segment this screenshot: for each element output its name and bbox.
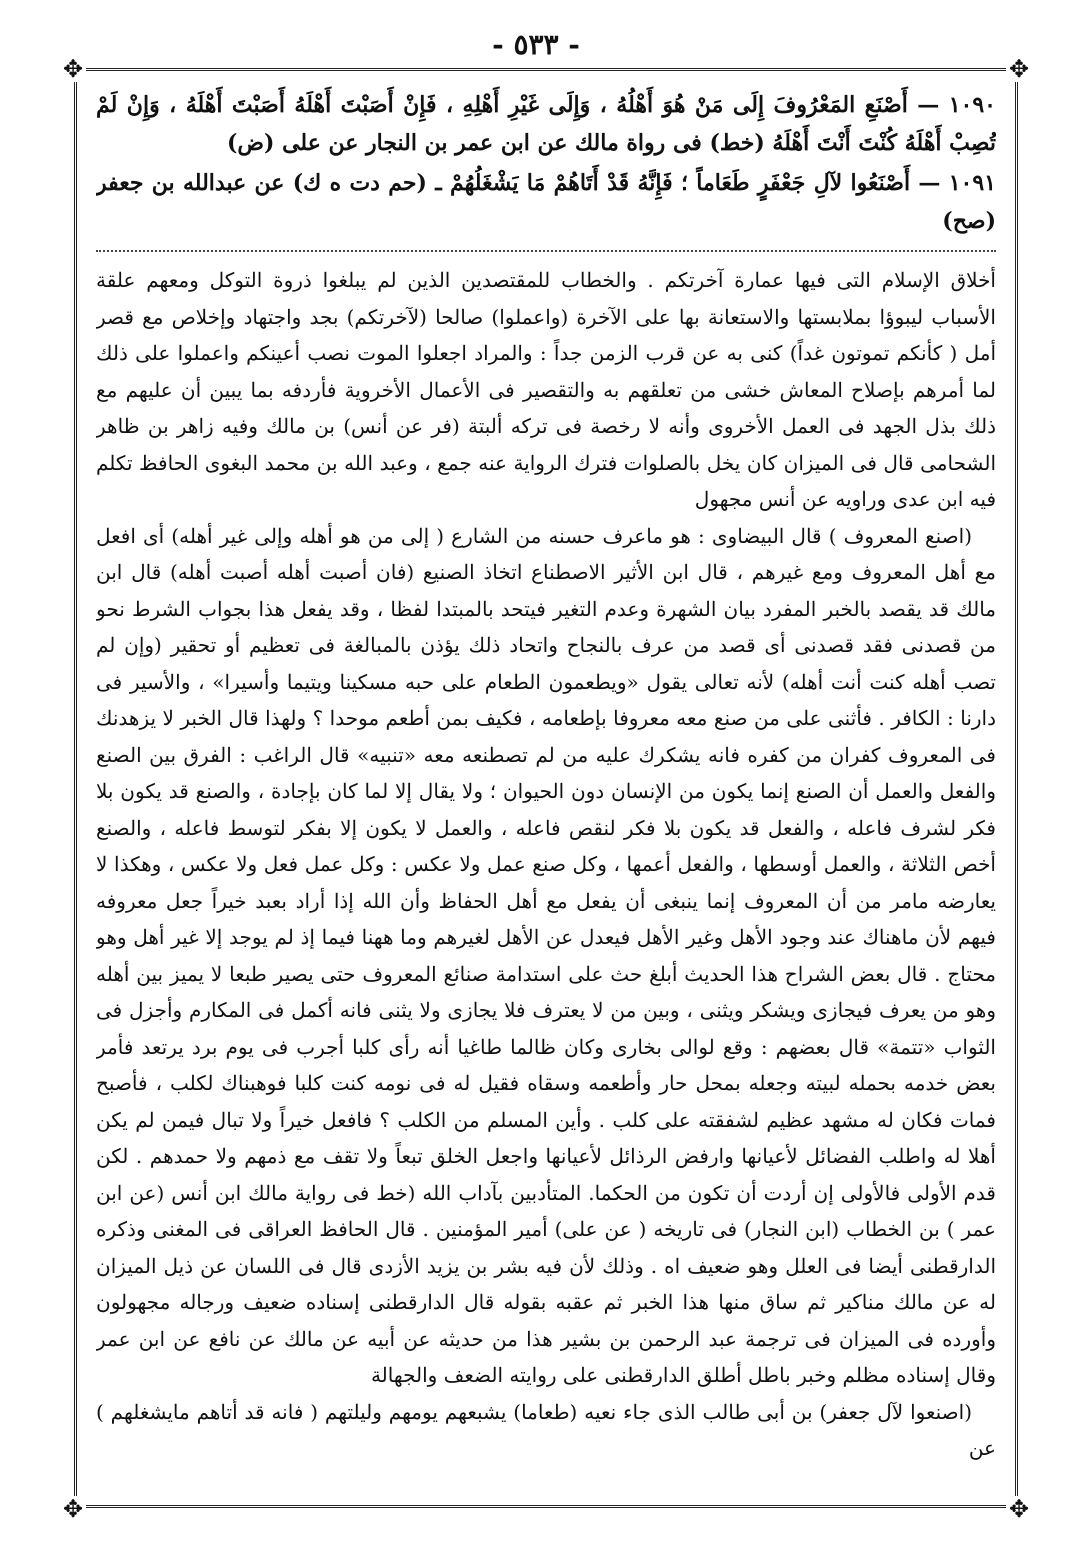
page-content [96, 86, 996, 1496]
corner-ornament-icon: ✥ [60, 56, 86, 82]
commentary-section [96, 262, 996, 1467]
commentary-paragraph: (اصنعوا لآل جعفر) بن أبى طالب الذى جاء نعيه (طعاما) يشبعهم يومهم وليلتهم ( فانه قد أتاهم مايشغلهم ) عن [96, 1399, 996, 1460]
commentary-paragraph: أخلاق الإسلام التى فيها عمارة آخرتكم . والخطاب للمقتصدين الذين لم يبلغوا ذروة التوكل ومعهم علقة الأسباب ليبوؤا بملابستها والاستعانة بها على الآخرة (واعملوا) صالحا (لآخرتكم) بجد واجتهاد وإخلاص مع قصر أمل ( كأنكم تموتون غداً) كنى به عن قرب الزمن جداً : والمراد اجعلوا الموت نصب أعينكم واعملوا على ذلك لما أمرهم بإصلاح المعاش خشى من تعلقهم به والتقصير فى الأعمال الأخروية فأردفه بما يبين أن عليهم مع ذلك بذل الجهد فى العمل الأخروى وأنه لا رخصة فى تركه ألبتة (فر عن أنس) بن مالك وفيه زاهر بن ظاهر الشحامى قال فى الميزان كان يخل بالصلوات فترك الرواية عنه جمع ، وعبد الله بن محمد البغوى الحافظ تكلم فيه ابن عدى وراويه عن أنس مجهول [96, 268, 996, 511]
commentary-paragraph: (اصنع المعروف ) قال البيضاوى : هو ماعرف حسنه من الشارع ( إلى من هو أهله وإلى غير أهله) أى افعل مع أهل المعروف ومع غيرهم ، قال ابن الأثير الاصطناع اتخاذ الصنيع (فان أصبت أهله أصبت أهله) قال ابن مالك قد يقصد بالخبر المفرد بيان الشهرة وعدم التغير فيتحد بالمبتدا لفظا ، وقد يفعل هذا بجواب الشرط نحو من قصدنى فقد قصدنى أى قصد من عرف بالنجاح واتحاد ذلك يؤذن بالمبالغة فى تعظيم أو تحقير (وإن لم تصب أهله كنت أنت أهله) لأنه تعالى يقول «ويطعمون الطعام على حبه مسكينا ويتيما وأسيرا» ، والأسير فى دارنا : الكافر . فأثنى على من صنع معه معروفا بإطعامه ، فكيف بمن أطعم موحدا ؟ ولهذا قال الخبر لا يزهدنك فى المعروف كفران من كفره فانه يشكرك عليه من لم تصطنعه معه «تنبيه» قال الراغب : الفرق بين الصنع والفعل والعمل أن الصنع إنما يكون من الإنسان دون الحيوان ؛ ولا يقال إلا لما كان بإجادة ، والصنع قد يكون بلا فكر لشرف فاعله ، والفعل قد يكون بلا فكر لنقص فاعله ، والعمل لا يكون إلا بفكر لتوسط فاعله ، والصنع أخص الثلاثة ، والعمل أوسطها ، والفعل أعمها ، وكل صنع عمل ولا عكس : وكل عمل فعل ولا عكس ، وهكذا لا يعارضه مامر من أن المعروف إنما ينبغى أن يفعل مع أهل الحفاظ وأن الله إذا أراد بعبد خيراً جعل معروفه فيهم لأن ماهناك عند وجود الأهل وغير الأهل فيعدل عن الأهل لغيرهم وما ههنا فيما إذ لم يوجد إلا غير أهل وهو محتاج . قال بعض الشراح هذا الحديث أبلغ حث على استدامة صنائع المعروف حتى يصير طبعا لا يميز بين أهله وهو من يعرف فيجازى ويشكر ويثنى ، وبين من لا يعترف فلا يجازى ولا يثنى فانه أكمل فى المكارم وأجزل فى الثواب «تتمة» قال بعضهم : وقع لوالى بخارى وكان ظالما طاغيا أنه رأى كلبا أجرب فى يوم برد يرتعد فأمر بعض خدمه بحمله لبيته وجعله بمحل حار وأطعمه وسقاه فقيل له فى نومه كنت كلبا فوهبناك لكلب ، فأصبح فمات فكان له مشهد عظيم لشفقته على كلب . وأين المسلم من الكلب ؟ فافعل خيراً ولا تبال فيمن لم يكن أهلا له واطلب الفضائل لأعيانها وارفض الرذائل لأعيانها واجعل الخلق تبعاً ولا تقف مع ذمهم ولا حمدهم . لكن قدم الأولى فالأولى إن أردت أن تكون من الحكما. المتأدبين بآداب الله (خط فى رواية مالك ابن أنس (عن ابن عمر ) بن الخطاب (ابن النجار) فى تاريخه ( عن على) أمير المؤمنين . قال الحافظ العراقى فى المغنى وذكره الدارقطنى أيضا فى العلل وهو ضعيف اه . وذلك لأن فيه بشر بن يزيد الأزدى قال فى اللسان عن ذيل الميزان له عن مالك مناكير ثم ساق منها هذا الخبر ثم عقبه بقوله قال الدارقطنى إسناده ضعيف ورجاله مجهولون وأورده فى الميزان فى ترجمة عبد الرحمن بن بشير هذا من حديثه عن أبيه عن مالك عن نافع عن ابن عمر وقال إسناده مظلم وخبر باطل أطلق الدارقطنى على روايته الضعف والجهالة [96, 523, 996, 1387]
hadith-section [96, 86, 996, 240]
corner-ornament-icon: ✥ [1006, 56, 1032, 82]
section-divider [96, 250, 996, 252]
hadith-1090: ١٠٩٠ — أَصْنَعِ المَعْرُوفَ إِلَى مَنْ هُوَ أَهْلُهُ ، وَإِلَى غَيْرِ أَهْلِهِ ، فَإِنْ أَصَبْتَ أَهْلَهُ أَصَبْتَ أَهْلَهُ ، وَإِنْ لَمْ تُصِبْ أَهْلَهُ كُنْتَ أَنْتَ أَهْلَهُ (خط) فى رواة مالك عن ابن عمر بن النجار عن على (ض) [96, 92, 996, 156]
corner-ornament-icon: ✥ [60, 1496, 86, 1522]
corner-ornament-icon: ✥ [1006, 1496, 1032, 1522]
hadith-1091: ١٠٩١ — أَصْنَعُوا لآلِ جَعْفَرٍ طَعَاماً ؛ فَإِنَّهُ قَدْ أَتَاهُمْ مَا يَشْغَلُهُمْ ـ (حم دت ه ك) عن عبدالله بن جعفر (صح) [96, 170, 996, 234]
page-number: - ٥٣٣ - [492, 28, 580, 61]
